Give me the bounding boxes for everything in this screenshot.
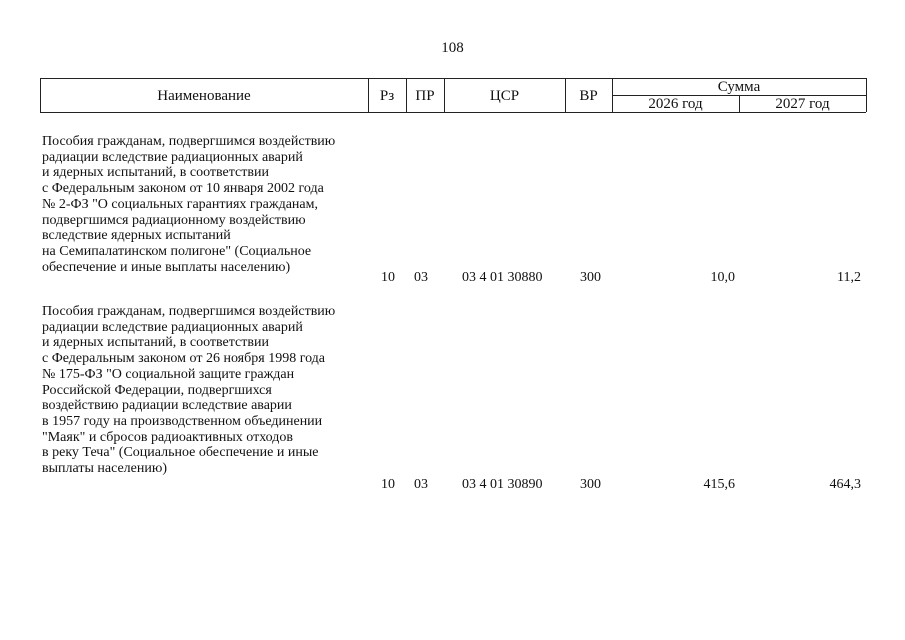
header-csr: ЦСР <box>489 88 520 104</box>
row-csr: 03 4 01 30880 <box>462 270 543 285</box>
header-rz: Рз <box>379 88 395 104</box>
row-value-2027: 11,2 <box>837 270 861 285</box>
row-csr: 03 4 01 30890 <box>462 477 543 492</box>
header-right-border <box>866 78 867 112</box>
header-name: Наименование <box>157 88 251 104</box>
row-pr: 03 <box>414 477 428 492</box>
row-rz: 10 <box>381 477 395 492</box>
header-year-2027: 2027 год <box>775 96 830 112</box>
header-vr: ВР <box>579 88 598 104</box>
row-name: Пособия гражданам, подвергшимся воздействию радиации вследствие радиационных аварий и ядерных испытаний, в соответствии с Федеральным законом от 10 января 2002 года № 2-ФЗ "О социальных гарантиях гражданам, подвергшимся радиационному воздействию вследствие ядерных испытаний на Семипалатинском полигоне" (Социальное обеспечение и иные выплаты населению) <box>42 134 336 275</box>
row-vr: 300 <box>580 477 601 492</box>
row-value-2027: 464,3 <box>829 477 861 492</box>
row-value-2026: 10,0 <box>710 270 735 285</box>
header-year-2026: 2026 год <box>648 96 703 112</box>
row-name: Пособия гражданам, подвергшимся воздействию радиации вследствие радиационных аварий и ядерных испытаний, в соответствии с Федеральным законом от 26 ноября 1998 года № 175-ФЗ "О социальной защите граждан Российской Федерации, подвергшихся воздействию радиации вследствие аварии в 1957 году на производственном объединении "Маяк" и сбросов радиоактивных отходов в реку Теча" (Социальное обеспечение и иные выплаты населению) <box>42 304 336 477</box>
row-vr: 300 <box>580 270 601 285</box>
row-pr: 03 <box>414 270 428 285</box>
header-pr: ПР <box>415 88 435 104</box>
table-header <box>40 78 866 112</box>
page-number: 108 <box>441 40 464 56</box>
header-sum: Сумма <box>717 79 761 95</box>
row-rz: 10 <box>381 270 395 285</box>
row-value-2026: 415,6 <box>703 477 735 492</box>
